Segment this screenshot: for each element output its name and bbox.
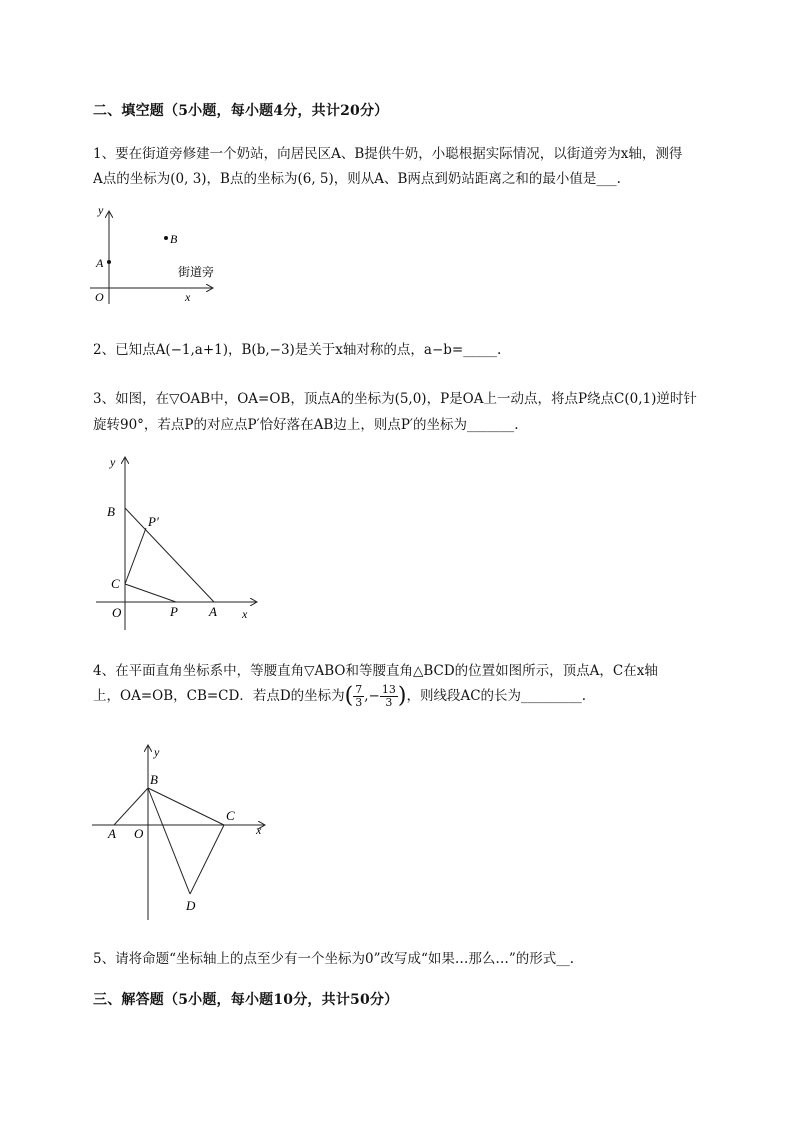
origin-label: O: [134, 826, 144, 841]
question-2: 2、已知点A(−1,a+1)，B(b,−3)是关于x轴对称的点，a−b=_____.: [93, 342, 502, 358]
question-5: 5、请将命题“坐标轴上的点至少有一个坐标为0”改写成“如果…那么…”的形式__.: [93, 951, 575, 967]
x-axis-label: x: [256, 823, 262, 837]
point-p-label: P: [170, 604, 178, 619]
section-heading-solutions: 三、解答题（5小题，每小题10分，共计50分）: [93, 992, 399, 1008]
question-1-line-2: A点的坐标为(0, 3)，B点的坐标为(6, 5)，则从A、B两点到奶站距离之和的最小值是___.: [93, 171, 621, 187]
point-a: [107, 260, 111, 264]
point-b: [164, 236, 168, 240]
point-a-label: A: [108, 826, 116, 841]
question-1-figure: [88, 200, 228, 308]
segment-dc: [190, 825, 224, 894]
origin-label: O: [112, 605, 122, 620]
fraction-separator: ,−: [364, 688, 380, 704]
point-d-label: D: [186, 898, 196, 913]
origin-label: O: [95, 290, 104, 304]
point-c-label: C: [226, 808, 235, 823]
y-axis-label: y: [98, 203, 104, 217]
segment-ab: [125, 508, 214, 602]
segment-cp: [125, 584, 176, 602]
point-a-label: A: [96, 256, 104, 270]
point-c-label: C: [111, 576, 120, 591]
question-4-line-2-start: 上，OA=OB，CB=CD．若点D的坐标为: [93, 688, 345, 704]
y-axis-label: y: [154, 745, 160, 759]
question-4-line-2-end: ，则线段AC的长为_________.: [406, 688, 587, 704]
fraction-7-3: $\frac{7}{3}$: [355, 683, 363, 709]
question-3-figure: [90, 450, 260, 635]
question-3-line-2: 旋转90°，若点P的对应点P′恰好落在AB边上，则点P′的坐标为_______.: [93, 417, 519, 433]
x-axis-label: x: [185, 290, 191, 304]
segment-cp-prime: [125, 528, 146, 584]
segment-bc: [148, 788, 224, 825]
point-b-label: B: [107, 504, 115, 519]
point-a-label: A: [209, 604, 217, 619]
fraction-13-3: $\frac{13}{3}$: [381, 683, 396, 709]
segment-ab: [114, 788, 148, 825]
point-b-label: B: [170, 232, 178, 246]
question-1-line-1: 1、要在街道旁修建一个奶站，向居民区A、B提供牛奶，小聪根据实际情况，以街道旁为x轴，测得: [93, 146, 683, 162]
question-4-figure: [90, 742, 270, 924]
point-p-prime-label: P′: [148, 514, 159, 529]
x-axis-label: x: [242, 607, 248, 621]
point-b-label: B: [150, 772, 158, 787]
segment-bd: [148, 788, 190, 894]
question-3-line-1: 3、如图，在▽OAB中，OA=OB，顶点A的坐标为(5,0)，P是OA上一动点，将点P绕点C(0,1)逆时针: [93, 391, 697, 407]
street-label: 街道旁: [178, 265, 215, 279]
question-4-line-2: 上，OA=OB，CB=CD．若点D的坐标为( $\frac{7}{3}$ ,− $\frac{13}{3}$ )，则线段AC的长为_________.: [93, 683, 587, 709]
question-4-line-1: 4、在平面直角坐标系中，等腰直角▽ABO和等腰直角△BCD的位置如图所示，顶点A，C在x轴: [93, 663, 658, 679]
section-heading-fill-in: 二、填空题（5小题，每小题4分，共计20分）: [93, 103, 389, 119]
y-axis-label: y: [110, 455, 116, 469]
